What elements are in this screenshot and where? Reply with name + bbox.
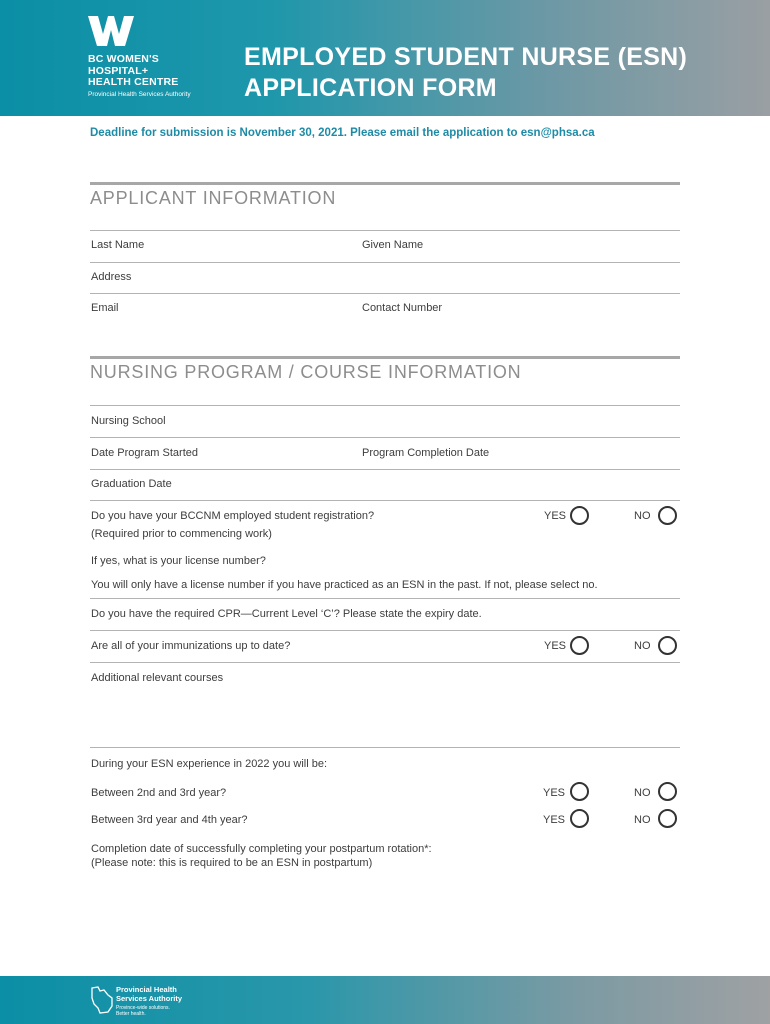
logo-name-line: BC WOMEN'S <box>88 53 159 65</box>
bccnm-note: (Required prior to commencing work) <box>91 528 272 540</box>
yes-label: YES <box>544 510 567 522</box>
title-line-2: APPLICATION FORM <box>244 74 497 102</box>
immunizations-question: Are all of your immunizations up to date? <box>91 640 291 652</box>
phsa-tagline-line: Province-wide solutions. <box>116 1005 170 1011</box>
logo-name-line: HEALTH CENTRE <box>88 76 179 88</box>
bccnm-question: Do you have your BCCNM employed student registration? <box>91 510 375 522</box>
w-logo-icon <box>88 16 134 46</box>
bccnm-no-radio[interactable] <box>658 506 677 525</box>
license-number-field[interactable]: If yes, what is your license number? <box>91 555 266 567</box>
field-divider <box>90 405 680 406</box>
year-2-3-question: Between 2nd and 3rd year? <box>91 787 227 799</box>
logo-name-line: HOSPITAL+ <box>88 64 149 77</box>
no-label: NO <box>634 787 651 799</box>
yes-label: YES <box>543 787 566 799</box>
applicant-section-heading: APPLICANT INFORMATION <box>90 188 337 208</box>
immunizations-yes-radio[interactable] <box>570 636 589 655</box>
field-divider <box>90 293 680 294</box>
year-3-4-no-radio[interactable] <box>658 809 677 828</box>
year-3-4-yes-radio[interactable] <box>570 809 589 828</box>
field-divider <box>90 598 680 599</box>
field-divider <box>90 469 680 470</box>
immunizations-no-radio[interactable] <box>658 636 677 655</box>
field-divider <box>90 662 680 663</box>
year-3-4-question: Between 3rd year and 4th year? <box>91 814 248 826</box>
field-divider <box>90 262 680 263</box>
address-field[interactable]: Address <box>91 271 132 283</box>
bc-map-icon <box>90 986 114 1014</box>
no-label: NO <box>634 510 651 522</box>
year-2-3-yes-radio[interactable] <box>570 782 589 801</box>
section-divider <box>90 182 680 185</box>
program-section-heading: NURSING PROGRAM / COURSE INFORMATION <box>90 362 522 382</box>
field-divider <box>90 500 680 501</box>
field-divider <box>90 630 680 631</box>
esn-experience-question: During your ESN experience in 2022 you will be: <box>91 758 328 770</box>
yes-label: YES <box>544 640 567 652</box>
additional-courses-field[interactable]: Additional relevant courses <box>91 672 224 684</box>
phsa-name-line: Services Authority <box>116 993 182 1003</box>
phsa-name-line: Provincial Health <box>116 985 177 994</box>
phsa-name <box>116 986 182 1003</box>
email-field[interactable]: Email <box>91 302 119 314</box>
yes-label: YES <box>543 814 566 826</box>
contact-number-field[interactable]: Contact Number <box>362 302 443 314</box>
deadline-notice: Deadline for submission is November 30, 2021. Please email the application to esn@phsa.ca <box>90 127 595 139</box>
field-divider <box>90 747 680 748</box>
last-name-field[interactable]: Last Name <box>91 239 145 251</box>
section-divider <box>90 356 680 359</box>
date-program-started-field[interactable]: Date Program Started <box>91 447 198 459</box>
year-2-3-no-radio[interactable] <box>658 782 677 801</box>
graduation-date-field[interactable]: Graduation Date <box>91 478 172 490</box>
postpartum-note: (Please note: this is required to be an ESN in postpartum) <box>91 857 373 869</box>
program-completion-date-field[interactable]: Program Completion Date <box>362 447 490 459</box>
phsa-tagline-line: Better health. <box>116 1011 146 1017</box>
logo-name <box>88 54 179 89</box>
title-line-1: EMPLOYED STUDENT NURSE (ESN) <box>244 43 688 71</box>
phsa-tagline <box>116 1005 170 1017</box>
postpartum-completion-field[interactable]: Completion date of successfully completing your postpartum rotation*: <box>91 843 432 855</box>
given-name-field[interactable]: Given Name <box>362 239 424 251</box>
page-title <box>244 42 687 104</box>
footer-banner <box>0 976 770 1024</box>
cpr-expiry-field[interactable]: Do you have the required CPR—Current Level ‘C’? Please state the expiry date. <box>91 608 482 620</box>
nursing-school-field[interactable]: Nursing School <box>91 415 166 427</box>
license-note: You will only have a license number if you have practiced as an ESN in the past. If not, please select no. <box>91 579 598 591</box>
logo-subtitle: Provincial Health Services Authority <box>88 91 191 98</box>
field-divider <box>90 230 680 231</box>
bccnm-yes-radio[interactable] <box>570 506 589 525</box>
no-label: NO <box>634 814 651 826</box>
bc-womens-logo <box>88 16 218 106</box>
field-divider <box>90 437 680 438</box>
header-banner <box>0 0 770 116</box>
no-label: NO <box>634 640 651 652</box>
